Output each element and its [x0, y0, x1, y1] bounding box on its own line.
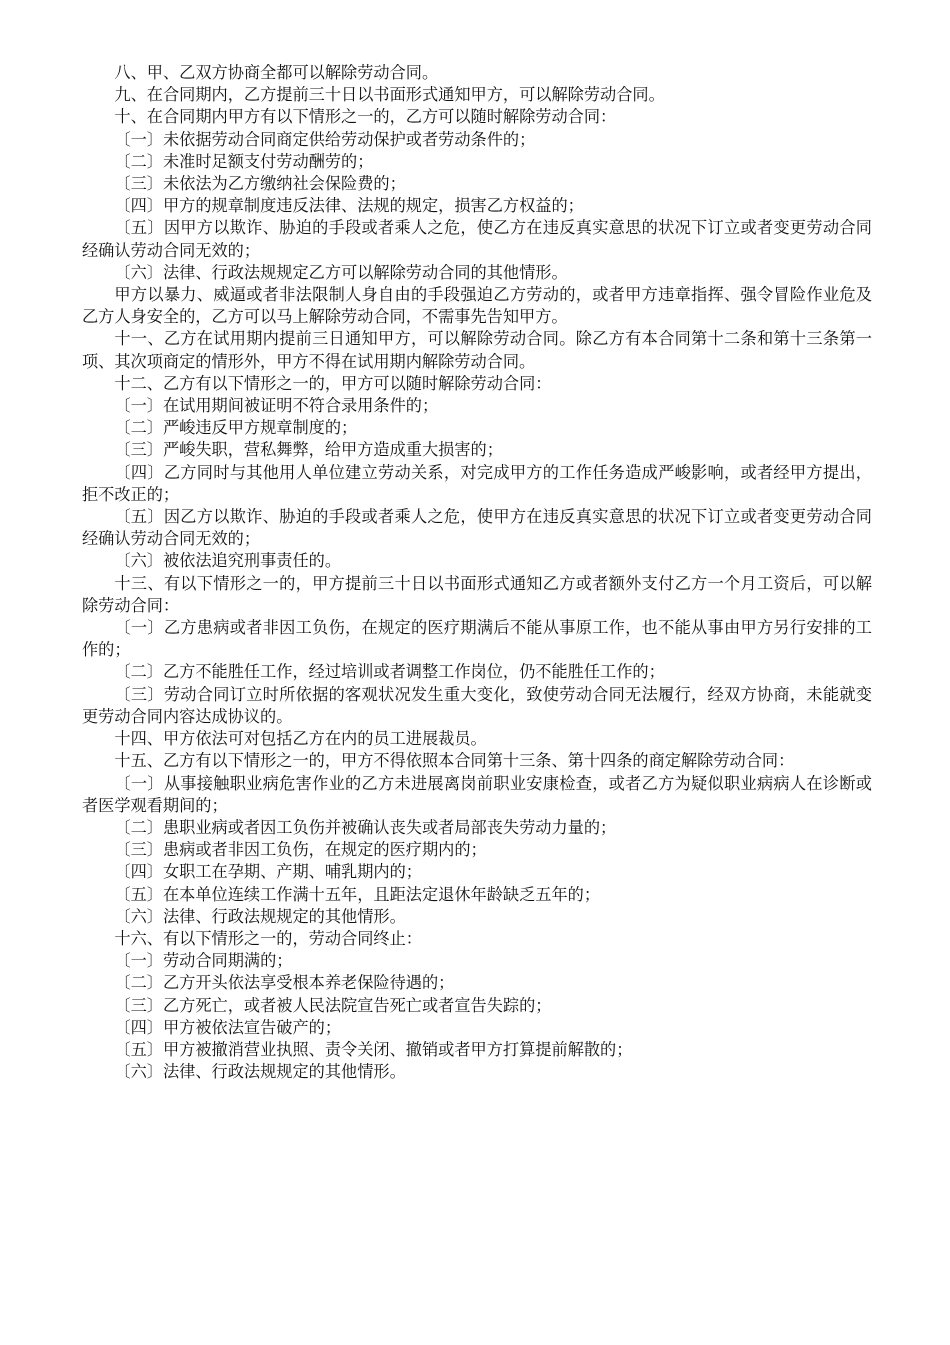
clause-10-supplement: 甲方以暴力、威逼或者非法限制人身自由的手段强迫乙方劳动的，或者甲方违章指挥、强令冒险作业危及乙方人身安全的，乙方可以马上解除劳动合同，不需事先告知甲方。: [82, 285, 872, 327]
clause-10-item-4: 〔四〕甲方的规章制度违反法律、法规的规定，损害乙方权益的；: [114, 196, 584, 216]
clause-13-item-1: 〔一〕乙方患病或者非因工负伤，在规定的医疗期满后不能从事原工作，也不能从事由甲方另行安排的工作的；: [82, 618, 872, 660]
clause-12-item-5: 〔五〕因乙方以欺诈、胁迫的手段或者乘人之危，使甲方在违反真实意思的状况下订立或者变更劳动合同经确认劳动合同无效的；: [82, 507, 872, 549]
clause-12-item-3: 〔三〕严峻失职，营私舞弊，给甲方造成重大损害的；: [114, 440, 503, 460]
clause-14: 十四、甲方依法可对包括乙方在内的员工进展裁员。: [114, 729, 487, 749]
clause-16-item-2: 〔二〕乙方开头依法享受根本养老保险待遇的；: [114, 973, 455, 993]
clause-10: 十、在合同期内甲方有以下情形之一的，乙方可以随时解除劳动合同：: [114, 107, 617, 127]
clause-15-item-4: 〔四〕女职工在孕期、产期、哺乳期内的；: [114, 862, 422, 882]
clause-12-item-2: 〔二〕严峻违反甲方规章制度的；: [114, 418, 358, 438]
clause-10-item-1: 〔一〕未依据劳动合同商定供给劳动保护或者劳动条件的；: [114, 129, 536, 149]
clause-10-item-2: 〔二〕未准时足额支付劳动酬劳的；: [114, 151, 374, 171]
clause-16-item-4: 〔四〕甲方被依法宣告破产的；: [114, 1017, 342, 1037]
document-page: [82, 62, 872, 1083]
clause-16-item-6: 〔六〕法律、行政法规规定的其他情形。: [114, 1062, 406, 1082]
clause-16-item-1: 〔一〕劳动合同期满的；: [114, 951, 293, 971]
clause-15-item-6: 〔六〕法律、行政法规规定的其他情形。: [114, 906, 406, 926]
clause-15-item-3: 〔三〕患病或者非因工负伤，在规定的医疗期内的；: [114, 840, 487, 860]
clause-9: 九、在合同期内，乙方提前三十日以书面形式通知甲方，可以解除劳动合同。: [114, 85, 665, 105]
clause-16-item-3: 〔三〕乙方死亡，或者被人民法院宣告死亡或者宣告失踪的；: [114, 995, 552, 1015]
clause-15-item-5: 〔五〕在本单位连续工作满十五年，且距法定退休年龄缺乏五年的；: [114, 884, 601, 904]
clause-16: 十六、有以下情形之一的，劳动合同终止：: [114, 928, 422, 948]
clause-10-item-5: 〔五〕因甲方以欺诈、胁迫的手段或者乘人之危，使乙方在违反真实意思的状况下订立或者变更劳动合同经确认劳动合同无效的；: [82, 218, 872, 260]
clause-11: 十一、乙方在试用期内提前三日通知甲方，可以解除劳动合同。除乙方有本合同第十二条和第十三条第一项、其次项商定的情形外，甲方不得在试用期内解除劳动合同。: [82, 329, 872, 371]
clause-12-item-6: 〔六〕被依法追究刑事责任的。: [114, 551, 342, 571]
clause-15: 十五、乙方有以下情形之一的，甲方不得依照本合同第十三条、第十四条的商定解除劳动合同：: [114, 751, 795, 771]
clause-12: 十二、乙方有以下情形之一的，甲方可以随时解除劳动合同：: [114, 373, 552, 393]
clause-10-item-6: 〔六〕法律、行政法规规定乙方可以解除劳动合同的其他情形。: [114, 262, 568, 282]
clause-16-item-5: 〔五〕甲方被撤消营业执照、责令关闭、撤销或者甲方打算提前解散的；: [114, 1039, 633, 1059]
clause-13-item-3: 〔三〕劳动合同订立时所依据的客观状况发生重大变化，致使劳动合同无法履行，经双方协商，未能就变更劳动合同内容达成协议的。: [82, 684, 872, 726]
clause-12-item-1: 〔一〕在试用期间被证明不符合录用条件的；: [114, 396, 439, 416]
clause-15-item-2: 〔二〕患职业病或者因工负伤并被确认丧失或者局部丧失劳动力量的；: [114, 817, 617, 837]
clause-15-item-1: 〔一〕从事接触职业病危害作业的乙方未进展离岗前职业安康检查，或者乙方为疑似职业病病人在诊断或者医学观看期间的；: [82, 773, 872, 815]
clause-8: 八、甲、乙双方协商全都可以解除劳动合同。: [114, 63, 439, 82]
clause-13-item-2: 〔二〕乙方不能胜任工作，经过培训或者调整工作岗位，仍不能胜任工作的；: [114, 662, 665, 682]
clause-12-item-4: 〔四〕乙方同时与其他用人单位建立劳动关系，对完成甲方的工作任务造成严峻影响，或者经甲方提出，拒不改正的；: [82, 462, 872, 504]
clause-10-item-3: 〔三〕未依法为乙方缴纳社会保险费的；: [114, 174, 406, 194]
clause-13: 十三、有以下情形之一的，甲方提前三十日以书面形式通知乙方或者额外支付乙方一个月工资后，可以解除劳动合同：: [82, 573, 872, 615]
